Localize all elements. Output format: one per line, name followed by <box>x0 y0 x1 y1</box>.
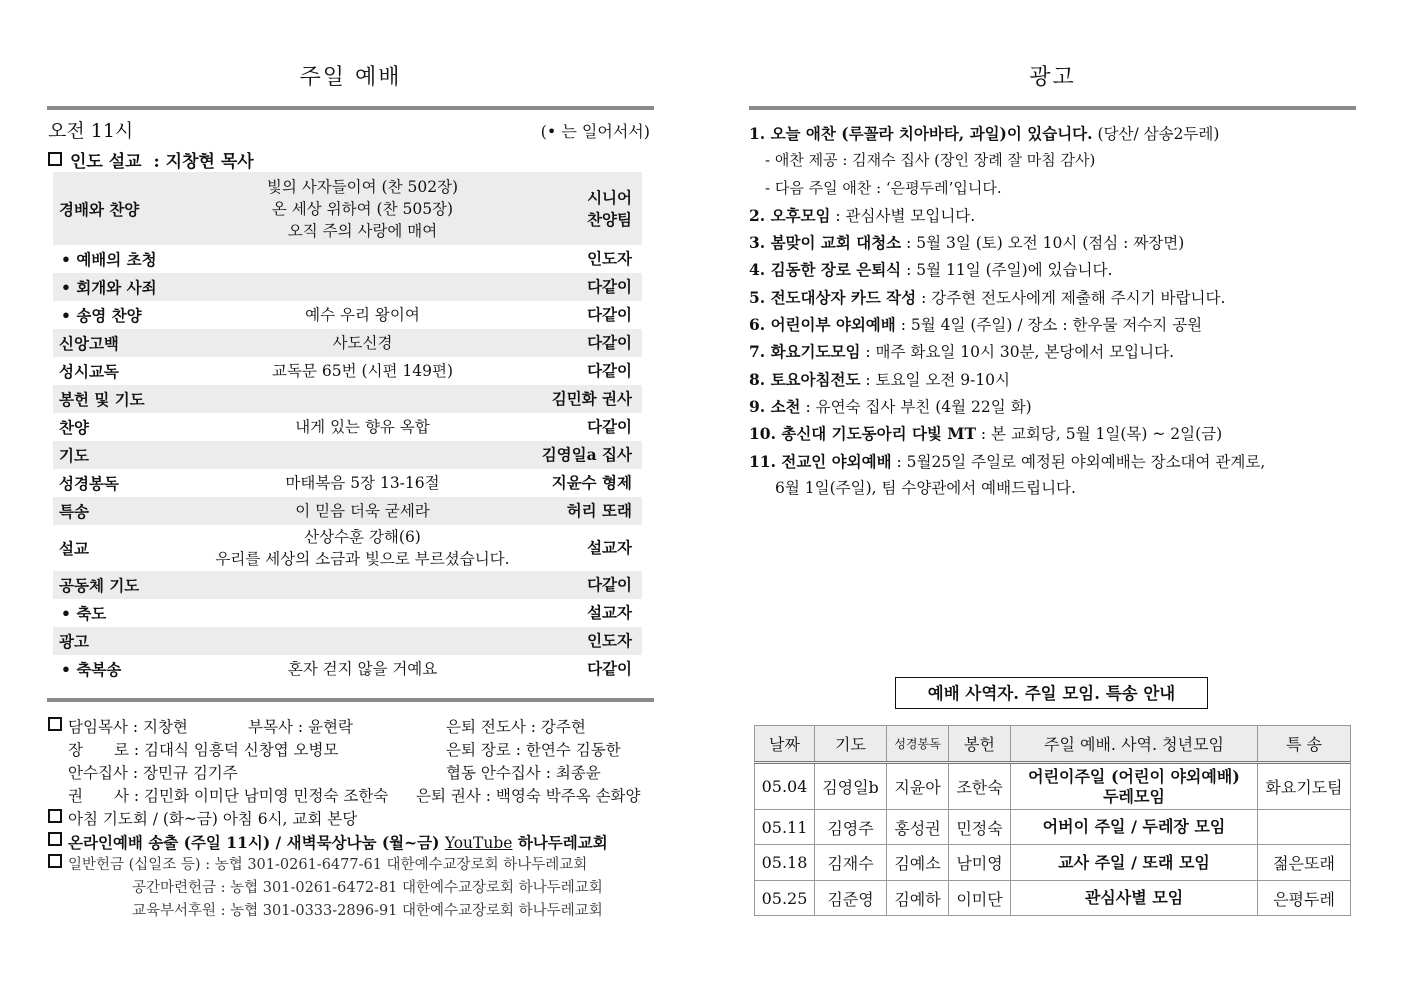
announcement-item <box>749 448 1356 475</box>
table-cell: 05.04 <box>755 763 815 810</box>
announcement-item <box>749 393 1356 420</box>
order-item-name: 봉헌 및 기도 <box>59 390 145 409</box>
retired-evangelist: 은퇴 전도사 : 강주현 <box>446 718 586 736</box>
table-cell: 교사 주일 / 또래 모임 <box>1011 845 1258 881</box>
order-item-detail: 예수 우리 왕이여 <box>305 306 420 324</box>
order-of-worship <box>53 172 642 683</box>
table-cell: 홍성권 <box>887 810 949 845</box>
table-cell: 조한숙 <box>949 763 1011 810</box>
online-service <box>68 831 608 855</box>
announcement-item: 6월 1일(주일), 팀 수양관에서 예배드립니다. <box>775 478 1076 497</box>
table-cell: 김예하 <box>887 881 949 916</box>
schedule-header-cell: 성경봉독 <box>887 726 949 763</box>
schedule-header-cell: 날짜 <box>755 726 815 763</box>
table-cell: 민정숙 <box>949 810 1011 845</box>
order-item-leader: 김영일a 집사 <box>541 445 632 464</box>
checkbox-square-icon <box>48 808 70 831</box>
announcement-heading: 1. 오늘 애찬 (루꼴라 치아바타, 과일)이 있습니다. <box>749 124 1093 143</box>
announcement-text: (당산/ 삼송2두레) <box>1092 125 1220 143</box>
order-item-name: 특송 <box>59 502 89 521</box>
table-cell: 이미단 <box>949 881 1011 916</box>
order-item-leader: 다같이 <box>587 659 632 678</box>
divider <box>749 106 1356 110</box>
announcement-text: : 본 교회당, 5월 1일(목) ~ 2일(금) <box>975 425 1223 444</box>
staff-row <box>48 900 658 923</box>
order-item-leader: 김민화 권사 <box>551 389 632 408</box>
morning-prayer: 아침 기도회 / (화~금) 아침 6시, 교회 본당 <box>68 810 358 828</box>
announcement-item: - 다음 주일 애찬 : ‘은평두레’입니다. <box>765 178 1002 197</box>
table-cell: 김영일b <box>815 763 887 810</box>
announcement-text: : 5월 3일 (토) 오전 10시 (점심 : 짜장면) <box>901 234 1185 253</box>
order-row <box>53 245 642 273</box>
staff-row <box>48 716 658 739</box>
schedule-header-row <box>755 726 1351 763</box>
order-item-detail <box>203 526 522 570</box>
table-cell: 관심사별 모임 <box>1011 881 1258 916</box>
checkbox-square-icon <box>48 716 70 739</box>
order-detail-line: 우리를 세상의 소금과 빛으로 부르셨습니다. <box>215 550 510 568</box>
online-suffix: 하나두레교회 <box>512 833 608 852</box>
schedule-caption: 예배 사역자. 주일 모임. 특송 안내 <box>895 677 1208 709</box>
staff-row <box>48 831 658 854</box>
table-cell: 김영주 <box>815 810 887 845</box>
stand-note: (• 는 일어서서) <box>540 122 650 141</box>
order-detail-line: 빛의 사자들이여 (찬 502장) <box>266 177 459 196</box>
table-cell: 지윤아 <box>887 763 949 810</box>
leader-label: 인도 설교 <box>70 152 142 172</box>
divider <box>47 698 654 702</box>
order-item-name: 광고 <box>59 632 89 651</box>
offering-education: 교육부서후원 : 농협 301-0333-2896-91 대한예수교장로회 하나두레교회 <box>132 903 603 919</box>
leader-name: : 지창현 목사 <box>153 152 254 172</box>
order-item-name: 공동체 기도 <box>59 576 140 595</box>
order-item-name: 신앙고백 <box>59 334 119 353</box>
order-item-name: • 송영 찬양 <box>53 304 203 326</box>
order-item-detail <box>203 176 522 242</box>
order-item-name: 성시교독 <box>59 362 119 381</box>
staff-row <box>48 808 658 831</box>
announcement-heading: 8. 토요아침전도 <box>749 369 861 389</box>
table-cell: 김예소 <box>887 845 949 881</box>
table-cell: 남미영 <box>949 845 1011 881</box>
order-item-name: 찬양 <box>59 418 89 437</box>
order-item-name: • 축도 <box>53 602 203 624</box>
online-prefix: 온라인예배 송출 (주일 11시) / 새벽묵상나눔 (월~금) <box>68 833 445 852</box>
order-row <box>53 441 642 469</box>
worship-title: 주일 예배 <box>299 65 402 90</box>
announcement-item <box>749 120 1356 147</box>
announcement-text: : 매주 화요일 10시 30분, 본당에서 모입니다. <box>860 343 1175 362</box>
order-item-detail: 마태복음 5장 13-16절 <box>285 474 440 492</box>
order-item-detail: 혼자 걷지 않을 거예요 <box>287 660 438 678</box>
announcements-title: 광고 <box>1029 65 1076 90</box>
order-item-leader: 지윤수 형제 <box>551 473 632 492</box>
order-row <box>53 273 642 301</box>
order-item-leader: 설교자 <box>587 603 632 622</box>
table-cell: 05.11 <box>755 810 815 845</box>
order-item-leader: 다같이 <box>587 277 632 296</box>
order-item-detail: 사도신경 <box>332 334 393 352</box>
table-cell: 김준영 <box>815 881 887 916</box>
exhorters: 권 사 : 김민화 이미단 남미영 민정숙 조한숙 <box>68 787 389 805</box>
order-item-name: • 축복송 <box>53 658 203 680</box>
service-time: 오전 11시 <box>48 120 134 142</box>
order-item-leader: 설교자 <box>587 538 632 557</box>
announcement-item <box>749 311 1356 338</box>
announcement-heading: 2. 오후모임 <box>749 205 831 225</box>
order-item-leader: 다같이 <box>587 417 632 436</box>
order-row <box>53 627 642 655</box>
order-row <box>53 357 642 385</box>
coop-deacon: 협동 안수집사 : 최종윤 <box>446 764 601 782</box>
staff-row <box>48 739 658 762</box>
announcement-heading: 3. 봄맞이 교회 대청소 <box>749 233 902 253</box>
announcement-heading: 9. 소천 <box>749 396 801 416</box>
order-item-detail: 내게 있는 향유 옥합 <box>295 418 430 436</box>
order-row <box>53 301 642 329</box>
announcement-heading: 6. 어린이부 야외예배 <box>749 315 896 335</box>
table-cell: 화요기도팀 <box>1258 763 1351 810</box>
order-row <box>53 469 642 497</box>
associate-pastor: 부목사 : 윤현락 <box>248 718 353 736</box>
order-row <box>53 413 642 441</box>
checkbox-square-icon <box>48 152 62 166</box>
schedule-body <box>755 763 1351 916</box>
order-row <box>53 497 642 525</box>
order-item-name: 기도 <box>59 446 89 465</box>
order-item-detail: 교독문 65번 (시편 149편) <box>272 362 453 380</box>
order-row <box>53 655 642 683</box>
order-row <box>53 525 642 571</box>
announcement-heading: 11. 전교인 야외예배 <box>749 451 892 471</box>
order-detail-line: 온 세상 위하여 (찬 505장) <box>271 199 454 218</box>
announcement-text: : 유연숙 집사 부친 (4월 22일 화) <box>800 397 1032 416</box>
order-row <box>53 329 642 357</box>
announcement-heading: 10. 총신대 기도동아리 다빛 MT <box>749 424 976 444</box>
staff-info <box>48 716 658 923</box>
announcement-item <box>749 284 1356 311</box>
announcement-item <box>749 202 1356 229</box>
senior-pastor: 담임목사 : 지창현 <box>68 718 188 736</box>
announcement-item <box>749 366 1356 393</box>
order-detail-line: 오직 주의 사랑에 매여 <box>287 221 438 240</box>
table-cell: 젊은또래 <box>1258 845 1351 881</box>
announcement-text: : 토요일 오전 9-10시 <box>860 370 1011 389</box>
order-item-name: • 회개와 사죄 <box>53 276 203 298</box>
staff-row <box>48 877 658 900</box>
schedule-header-cell: 주일 예배. 사역. 청년모임 <box>1011 726 1258 763</box>
announcement-heading: 4. 김동한 장로 은퇴식 <box>749 260 902 280</box>
order-item-leader: 다같이 <box>587 305 632 324</box>
announcement-item <box>749 256 1356 283</box>
order-item-detail: 이 믿음 더욱 굳세라 <box>295 502 430 520</box>
divider <box>47 106 654 110</box>
table-cell: 05.18 <box>755 845 815 881</box>
announcement-text: : 5월 11일 (주일)에 있습니다. <box>901 261 1113 280</box>
deacons: 안수집사 : 장민규 김기주 <box>68 764 238 782</box>
checkbox-square-icon <box>48 831 70 854</box>
order-item-leader: 허리 또래 <box>566 501 632 520</box>
table-cell <box>1258 810 1351 845</box>
order-item-leader: 시니어 찬양팀 <box>587 187 632 229</box>
table-cell: 어버이 주일 / 두레장 모임 <box>1011 810 1258 845</box>
order-item-leader: 다같이 <box>587 361 632 380</box>
youtube-link[interactable]: YouTube <box>444 834 513 852</box>
order-item-name: 성경봉독 <box>59 474 119 493</box>
retired-elders: 은퇴 장로 : 한연수 김동한 <box>446 741 621 759</box>
offering-general: 일반헌금 (십일조 등) : 농협 301-0261-6477-61 대한예수교장로회 하나두레교회 <box>68 857 588 873</box>
table-row <box>755 881 1351 916</box>
leader-line <box>48 147 254 172</box>
announcement-text: : 관심사별 모입니다. <box>830 206 976 225</box>
staff-row <box>48 785 658 808</box>
order-row <box>53 172 642 245</box>
announcement-item <box>749 338 1356 365</box>
checkbox-square-icon <box>48 854 70 877</box>
announcement-list <box>749 120 1356 502</box>
announcement-heading: 5. 전도대상자 카드 작성 <box>749 287 917 307</box>
staff-row <box>48 854 658 877</box>
announcement-item <box>749 229 1356 256</box>
announcement-item: - 애찬 제공 : 김재수 집사 (장인 장례 잘 마침 감사) <box>765 151 1096 170</box>
schedule-header-cell: 봉헌 <box>949 726 1011 763</box>
order-item-name: 설교 <box>59 539 89 558</box>
announcement-text: : 5월25일 주일로 예정된 야외예배는 장소대여 관계로, <box>891 452 1266 471</box>
table-row <box>755 810 1351 845</box>
staff-row <box>48 762 658 785</box>
table-cell: 05.25 <box>755 881 815 916</box>
announcement-text: : 5월 4일 (주일) / 장소 : 한우물 저수지 공원 <box>895 316 1203 335</box>
order-row <box>53 599 642 627</box>
schedule-table <box>754 725 1351 916</box>
retired-exhorters: 은퇴 권사 : 백영숙 박주옥 손화양 <box>416 787 641 805</box>
order-row <box>53 385 642 413</box>
table-cell: 김재수 <box>815 845 887 881</box>
elders: 장 로 : 김대식 임흥덕 신창엽 오병모 <box>68 741 339 759</box>
table-cell: 어린이주일 (어린이 야외예배) 두레모임 <box>1011 763 1258 810</box>
order-row <box>53 571 642 599</box>
order-item-name: 경배와 찬양 <box>59 199 140 219</box>
announcement-heading: 7. 화요기도모임 <box>749 342 861 362</box>
schedule-header-cell: 기도 <box>815 726 887 763</box>
order-item-leader: 다같이 <box>587 575 632 594</box>
announcement-text: : 강주현 전도사에게 제출해 주시기 바랍니다. <box>916 288 1226 307</box>
announcement-item <box>749 420 1356 447</box>
table-cell: 은평두레 <box>1258 881 1351 916</box>
table-row <box>755 763 1351 810</box>
table-row <box>755 845 1351 881</box>
order-item-leader: 인도자 <box>587 249 632 268</box>
order-item-name: • 예배의 초청 <box>53 248 203 270</box>
schedule-header-cell: 특 송 <box>1258 726 1351 763</box>
offering-space: 공간마련헌금 : 농협 301-0261-6472-81 대한예수교장로회 하나두레교회 <box>132 880 603 896</box>
order-item-leader: 다같이 <box>587 333 632 352</box>
order-detail-line: 산상수훈 강해(6) <box>304 528 421 546</box>
order-item-leader: 인도자 <box>587 631 632 650</box>
